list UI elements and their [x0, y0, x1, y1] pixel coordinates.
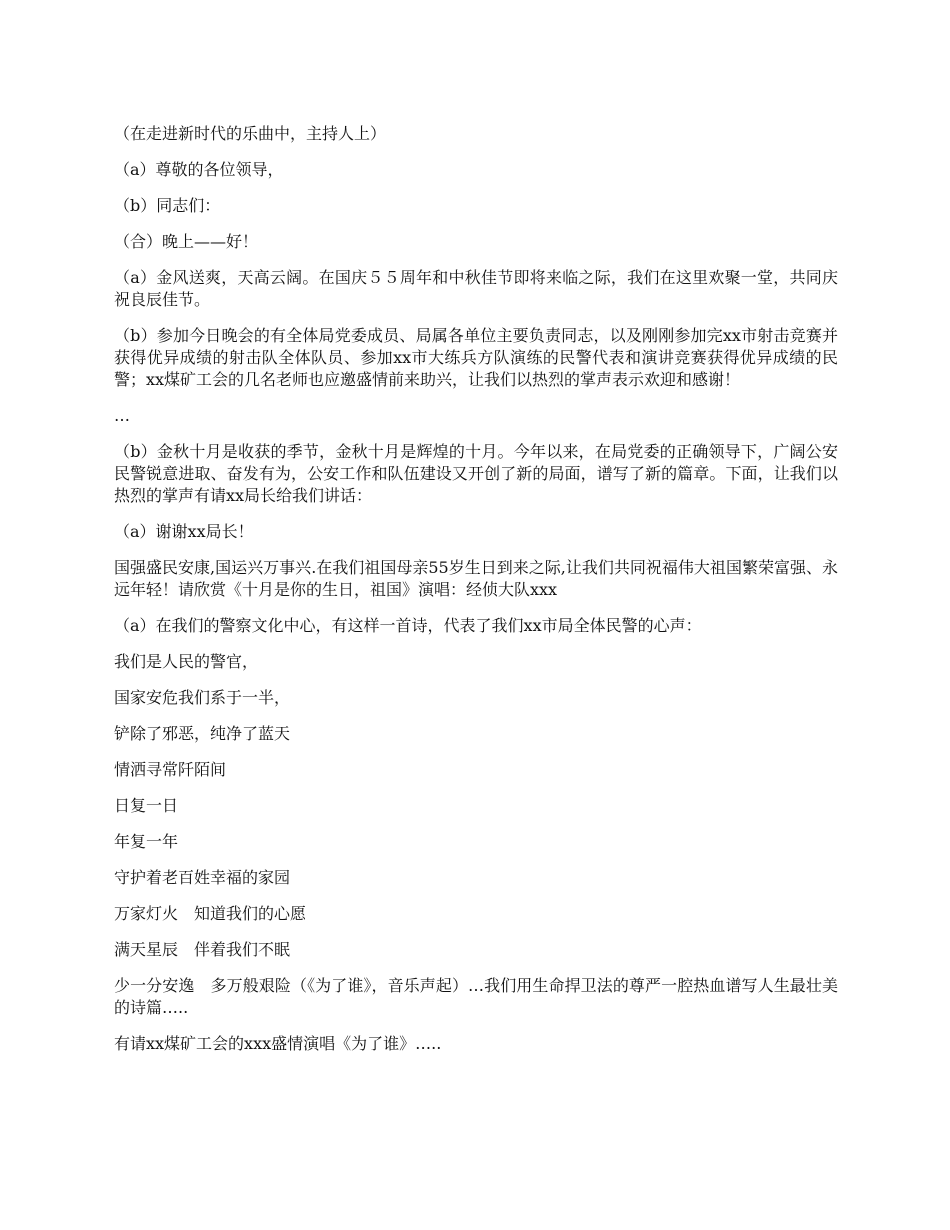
poem-line: 情洒寻常阡陌间	[114, 760, 227, 779]
poem-line: 守护着老百姓幸福的家园	[114, 868, 291, 887]
paragraph: （b）同志们：	[114, 196, 221, 215]
paragraph: （a）尊敬的各位领导，	[114, 160, 284, 179]
paragraph: 有请xx煤矿工会的xxx盛情演唱《为了谁》…..	[114, 1034, 442, 1053]
poem-line: 国家安危我们系于一半，	[114, 688, 291, 707]
poem-line: 铲除了邪恶，纯净了蓝天	[114, 724, 291, 743]
poem-line: 我们是人民的警官，	[114, 652, 259, 671]
paragraph: …	[114, 406, 130, 425]
poem-line: 日复一日	[114, 796, 179, 815]
poem-line: 万家灯火 知道我们的心愿	[114, 904, 307, 923]
document-body	[114, 123, 838, 1069]
poem-line: 满天星辰 伴着我们不眠	[114, 940, 291, 959]
paragraph: 国强盛民安康,国运兴万事兴.在我们祖国母亲55岁生日到来之际,让我们共同祝福伟大祖国繁荣富强、永远年轻！请欣赏《十月是你的生日，祖国》演唱：经侦大队xxx	[114, 558, 838, 599]
poem-line: 年复一年	[114, 832, 179, 851]
paragraph: （a）金风送爽，天高云阔。在国庆５５周年和中秋佳节即将来临之际，我们在这里欢聚一堂，共同庆祝良辰佳节。	[114, 268, 838, 309]
paragraph: （合）晚上——好！	[114, 232, 259, 251]
paragraph: （b）金秋十月是收获的季节，金秋十月是辉煌的十月。今年以来，在局党委的正确领导下，广阔公安民警锐意进取、奋发有为，公安工作和队伍建设又开创了新的局面，谱写了新的篇章。下面，让我们以热烈的掌声有请xx局长给我们讲话：	[114, 442, 838, 505]
paragraph: （a）在我们的警察文化中心，有这样一首诗，代表了我们xx市局全体民警的心声：	[114, 616, 702, 635]
paragraph: 少一分安逸 多万般艰险（《为了谁》，音乐声起）…我们用生命捍卫法的尊严一腔热血谱写人生最壮美的诗篇…..	[114, 976, 838, 1017]
paragraph: （在走进新时代的乐曲中，主持人上）	[114, 124, 387, 143]
paragraph: （b）参加今日晚会的有全体局党委成员、局属各单位主要负责同志，以及刚刚参加完xx市射击竞赛并获得优异成绩的射击队全体队员、参加xx市大练兵方队演练的民警代表和演讲竞赛获得优异成绩的民警；xx煤矿工会的几名老师也应邀盛情前来助兴，让我们以热烈的掌声表示欢迎和感谢！	[114, 326, 838, 389]
paragraph: （a）谢谢xx局长！	[114, 522, 254, 541]
